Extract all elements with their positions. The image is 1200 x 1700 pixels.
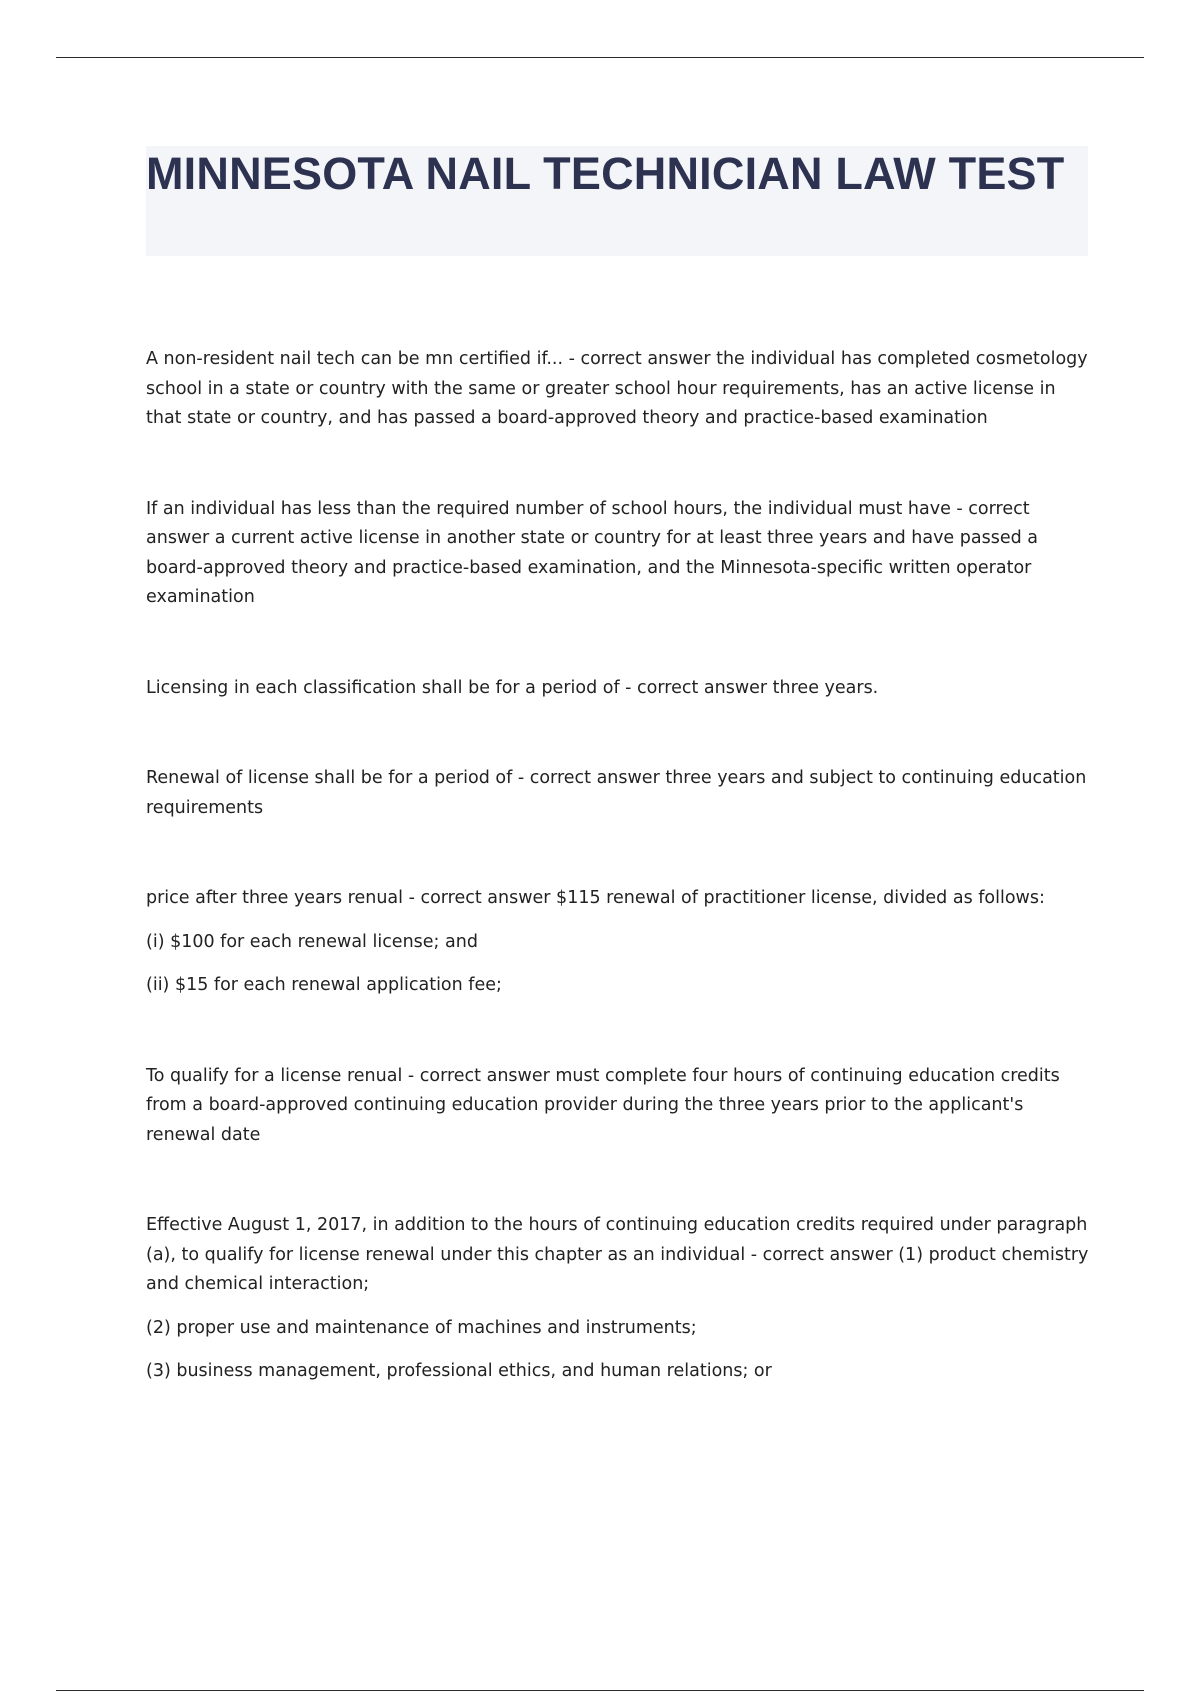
bottom-rule: [56, 1690, 1144, 1691]
document-body: [146, 345, 1096, 1448]
qa-text: Licensing in each classification shall be for a period of - correct answer three years.: [146, 677, 879, 698]
qa-text: price after three years renual - correct answer $115 renewal of practitioner license, divided as follows:: [146, 888, 1045, 908]
qa-item: [146, 674, 1096, 704]
qa-text: If an individual has less than the required number of school hours, the individual must have - correct answer a current active license in another state or country for at least three years and have passed a board-approved theory and practice-based examination, and the Minnesota-specific written operator examination: [146, 498, 1038, 607]
top-rule: [56, 57, 1144, 58]
document-title: MINNESOTA NAIL TECHNICIAN LAW TEST: [146, 148, 1065, 199]
qa-item: [146, 764, 1096, 823]
qa-text: Renewal of license shall be for a period of - correct answer three years and subject to continuing education requirements: [146, 768, 1087, 818]
qa-item: [146, 1062, 1096, 1151]
title-banner: [146, 146, 1088, 256]
qa-text: Effective August 1, 2017, in addition to the hours of continuing education credits required under paragraph (a), to qualify for license renewal under this chapter as an individual - correct answer (1) product chemistry and chemical interaction;: [146, 1215, 1089, 1294]
qa-item: [146, 495, 1096, 613]
qa-text: A non-resident nail tech can be mn certified if... - correct answer the individual has completed cosmetology school in a state or country with the same or greater school hour requirements, has an active license in that state or country, and has passed a board-approved theory and practice-based examination: [146, 349, 1088, 428]
qa-item: [146, 1211, 1096, 1387]
qa-subline: (2) proper use and maintenance of machines and instruments;: [146, 1317, 697, 1338]
qa-text: To qualify for a license renual - correct answer must complete four hours of continuing education credits from a board-approved continuing education provider during the three years prior to the applicant's renewal date: [146, 1065, 1060, 1145]
qa-subline: (i) $100 for each renewal license; and: [146, 931, 478, 952]
qa-subline: (3) business management, professional ethics, and human relations; or: [146, 1361, 772, 1381]
qa-subline: (ii) $15 for each renewal application fee;: [146, 975, 502, 995]
qa-item: [146, 345, 1096, 434]
qa-item: [146, 884, 1096, 1001]
